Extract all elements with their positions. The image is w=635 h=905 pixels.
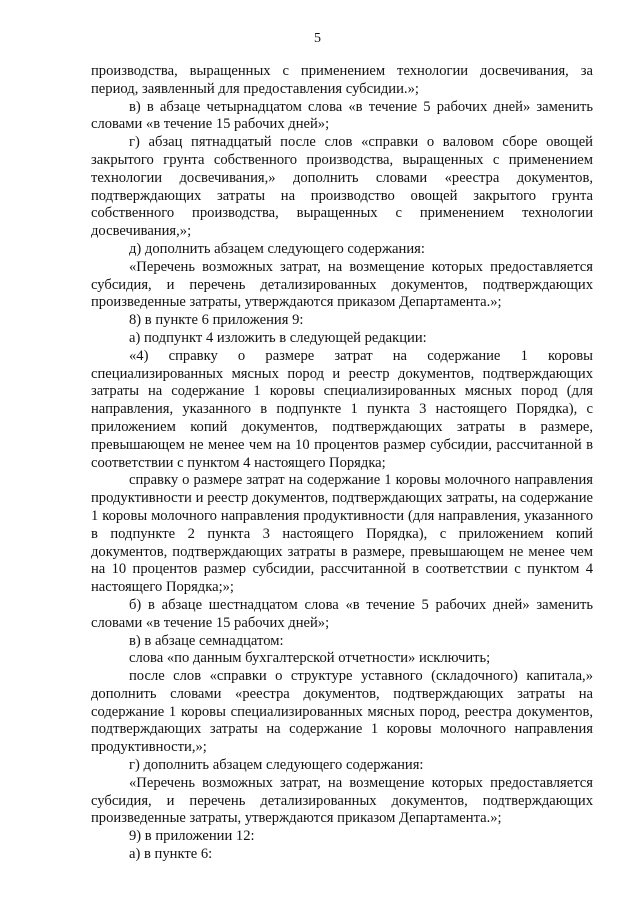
paragraph: после слов «справки о структуре уставного (складочного) капитала,» дополнить словами «реестра документов, подтверждающих затраты на содержание 1 коровы специализированных мясных пород, реестра документов, подтверждающих затраты на содержание 1 коровы молочного направления продуктивности,»; [91, 668, 593, 756]
paragraph: 9) в приложении 12: [129, 828, 255, 845]
paragraph: «Перечень возможных затрат, на возмещение которых предоставляется субсидия, и перечень детализированных документов, подтверждающих произведенные затраты, утверждаются приказом Департамента.»; [91, 258, 593, 311]
paragraph: производства, выращенных с применением технологии досвечивания, за период, заявленный для предоставления субсидии.»; [91, 63, 593, 97]
paragraph: б) в абзаце шестнадцатом слова «в течение 5 рабочих дней» заменить словами «в течение 15 рабочих дней»; [91, 596, 593, 631]
paragraph: справку о размере затрат на содержание 1 коровы молочного направления продуктивности и реестр документов, подтверждающих затраты, на содержание 1 коровы молочного направления продуктивности (для направления, указанного в подпункте 2 пункта 3 настоящего Порядка), с приложением копий документов, подтверждающих затраты в размере, превышающем не менее чем на 10 процентов размер субсидии, рассчитанной в соответствии с пунктом 4 настоящего Порядка;»; [91, 472, 593, 596]
paragraph: слова «по данным бухгалтерской отчетности» исключить; [129, 650, 491, 667]
paragraph: г) абзац пятнадцатый после слов «справки о валовом сборе овощей закрытого грунта собственного производства, выращенных с применением технологии досвечивания,» дополнить словами «реестра документов, подтверждающих затраты на производство овощей закрытого грунта собственного производства, выращенных с применением технологии досвечивания,»; [91, 134, 593, 240]
paragraph: 8) в пункте 6 приложения 9: [129, 312, 304, 329]
paragraph: г) дополнить абзацем следующего содержания: [129, 757, 424, 774]
paragraph: в) в абзаце семнадцатом: [129, 632, 284, 649]
paragraph: «Перечень возможных затрат, на возмещение которых предоставляется субсидия, и перечень детализированных документов, подтверждающих произведенные затраты, утверждаются приказом Департамента.»; [91, 774, 593, 827]
paragraph: в) в абзаце четырнадцатом слова «в течение 5 рабочих дней» заменить словами «в течение 15 рабочих дней»; [91, 98, 593, 133]
page-number: 5 [314, 31, 321, 46]
paragraph: д) дополнить абзацем следующего содержания: [129, 240, 425, 257]
paragraph: а) в пункте 6: [129, 846, 213, 863]
document-body [91, 63, 593, 864]
paragraph: а) подпункт 4 изложить в следующей редакции: [129, 329, 427, 346]
paragraph: «4) справку о размере затрат на содержание 1 коровы специализированных мясных пород и реестр документов, подтверждающих затраты на содержание 1 коровы специализированных мясных пород (для направления, указанного в подпункте 1 пункта 3 настоящего Порядка), с приложением копий документов, подтверждающих затраты в размере, превышающем не менее чем на 10 процентов размер субсидии, рассчитанной в соответствии с пунктом 4 настоящего Порядка; [91, 347, 593, 471]
